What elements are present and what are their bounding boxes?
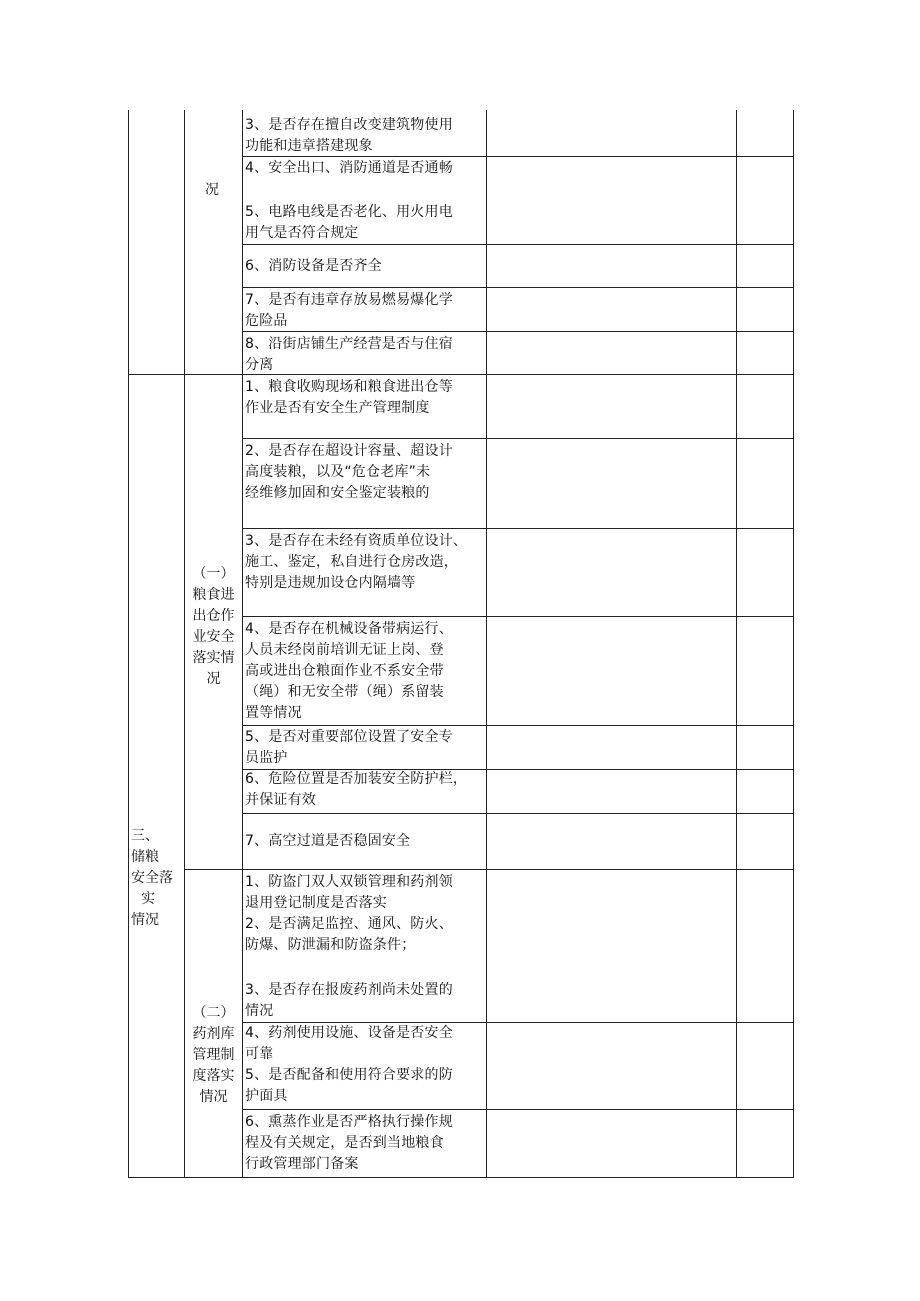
check-item-8a bbox=[245, 334, 453, 376]
table-border-right bbox=[793, 110, 794, 1178]
item-line: 5、电路电线是否老化、用火用电 bbox=[245, 204, 453, 220]
item-line: 特别是违规加设仓内隔墙等 bbox=[245, 575, 416, 591]
item-line: 4、安全出口、消防通道是否通畅 bbox=[245, 160, 453, 176]
check-item-4a bbox=[245, 158, 453, 179]
item-line: 1、防盗门双人双锁管理和药剂领 bbox=[245, 874, 453, 890]
group-two-label bbox=[185, 1003, 242, 1108]
check-item-g1-4 bbox=[245, 619, 453, 724]
item-line: 5、是否对重要部位设置了安全专 bbox=[245, 729, 453, 745]
item-line: 作业是否有安全生产管理制度 bbox=[245, 400, 430, 416]
check-item-g2-1 bbox=[245, 872, 453, 914]
item-line: 分离 bbox=[245, 357, 274, 373]
item-line: 护面具 bbox=[245, 1088, 288, 1104]
row-divider bbox=[242, 1109, 794, 1110]
check-item-g2-6 bbox=[245, 1112, 453, 1175]
item-line: 1、粮食收购现场和粮食进出仓等 bbox=[245, 379, 453, 395]
item-line: 程及有关规定，是否到当地粮食 bbox=[245, 1135, 444, 1151]
item-line: 3、是否存在擅自改变建筑物使用 bbox=[245, 117, 453, 133]
item-line: 8、沿街店铺生产经营是否与住宿 bbox=[245, 336, 453, 352]
item-line: 3、是否存在未经有资质单位设计、 bbox=[245, 533, 468, 549]
row-divider bbox=[242, 813, 794, 814]
item-line: 7、高空过道是否稳固安全 bbox=[245, 833, 411, 849]
item-line: 行政管理部门备案 bbox=[245, 1156, 359, 1172]
check-item-g1-2 bbox=[245, 441, 453, 504]
item-line: 退用登记制度是否落实 bbox=[245, 895, 387, 911]
item-line: 6、危险位置是否加装安全防护栏， bbox=[245, 771, 468, 787]
section-three-line: 安全落 bbox=[131, 870, 173, 886]
item-line: 可靠 bbox=[245, 1046, 274, 1062]
item-line: 7、是否有违章存放易燃易爆化学 bbox=[245, 292, 453, 308]
check-item-g2-3 bbox=[245, 980, 453, 1022]
item-line: 2、是否存在超设计容量、超设计 bbox=[245, 443, 453, 459]
check-item-6a bbox=[245, 256, 382, 277]
item-line: 4、是否存在机械设备带病运行、 bbox=[245, 621, 453, 637]
item-line: 6、熏蒸作业是否严格执行操作规 bbox=[245, 1114, 453, 1130]
check-item-g1-6 bbox=[245, 769, 467, 811]
group-one-line: 出仓作 bbox=[192, 608, 235, 624]
row-divider bbox=[242, 244, 794, 245]
section-three-line: 实 bbox=[141, 891, 155, 907]
check-item-g1-3 bbox=[245, 531, 467, 594]
check-item-g1-1 bbox=[245, 377, 453, 419]
item-line: 用气是否符合规定 bbox=[245, 225, 359, 241]
row-divider bbox=[242, 438, 794, 439]
group-two-line: （二） bbox=[192, 1005, 235, 1021]
table-border-left bbox=[128, 110, 129, 1178]
group-one-line: 况 bbox=[206, 671, 221, 687]
item-line: 经维修加固和安全鉴定装粮的 bbox=[245, 485, 430, 501]
group-two-line: 药剂库 bbox=[192, 1026, 235, 1042]
check-item-g2-4 bbox=[245, 1023, 453, 1065]
row-divider bbox=[242, 287, 794, 288]
group-two-line: 情况 bbox=[199, 1089, 228, 1105]
item-line: 6、消防设备是否齐全 bbox=[245, 258, 382, 274]
check-item-g2-5 bbox=[245, 1065, 453, 1107]
item-line: 并保证有效 bbox=[245, 792, 316, 808]
section-tail-text: 况 bbox=[205, 182, 219, 198]
item-line: 防爆、防泄漏和防盗条件； bbox=[245, 937, 416, 953]
item-line: 员监护 bbox=[245, 750, 288, 766]
item-line: 3、是否存在报废药剂尚未处置的 bbox=[245, 982, 453, 998]
section-three-line: 情况 bbox=[131, 912, 159, 928]
item-line: 功能和违章搭建现象 bbox=[245, 138, 373, 154]
group-one-line: （一） bbox=[192, 566, 235, 582]
section-three-label bbox=[131, 826, 185, 931]
column-divider-4 bbox=[736, 110, 737, 1178]
check-item-g1-7 bbox=[245, 831, 410, 852]
section-three-line: 三、 bbox=[131, 828, 159, 844]
item-line: 2、是否满足监控、通风、防火、 bbox=[245, 916, 453, 932]
group-one-line: 落实情 bbox=[192, 650, 235, 666]
item-line: 5、是否配备和使用符合要求的防 bbox=[245, 1067, 453, 1083]
item-line: 置等情况 bbox=[245, 705, 302, 721]
item-line: 高度装粮，以及“危仓老库”未 bbox=[245, 464, 431, 480]
group-one-label bbox=[185, 564, 242, 690]
check-item-g1-5 bbox=[245, 727, 453, 769]
item-line: 4、药剂使用设施、设备是否安全 bbox=[245, 1025, 453, 1041]
check-item-3a bbox=[245, 115, 453, 157]
item-line: 危险品 bbox=[245, 313, 288, 329]
group-one-line: 业安全 bbox=[192, 629, 235, 645]
column-divider-2 bbox=[242, 110, 243, 1178]
check-item-g2-2 bbox=[245, 914, 453, 956]
group-divider bbox=[184, 869, 794, 870]
section-divider bbox=[128, 374, 794, 375]
row-divider bbox=[242, 528, 794, 529]
group-one-line: 粮食进 bbox=[192, 587, 235, 603]
item-line: 人员未经岗前培训无证上岗、登 bbox=[245, 642, 444, 658]
item-line: 高或进出仓粮面作业不系安全带 bbox=[245, 663, 444, 679]
check-item-5a bbox=[245, 202, 453, 244]
item-line: 施工、鉴定，私自进行仓房改造， bbox=[245, 554, 458, 570]
table-border-bottom bbox=[128, 1177, 794, 1178]
section-three-line: 储粮 bbox=[131, 849, 159, 865]
group-two-line: 管理制 bbox=[192, 1047, 235, 1063]
column-divider-3 bbox=[486, 110, 487, 1178]
row-divider bbox=[242, 725, 794, 726]
row-divider bbox=[242, 616, 794, 617]
check-item-7a bbox=[245, 290, 453, 332]
group-two-line: 度落实 bbox=[192, 1068, 235, 1084]
item-line: 情况 bbox=[245, 1003, 274, 1019]
section-tail-label bbox=[205, 180, 219, 201]
item-line: （绳）和无安全带（绳）系留装 bbox=[245, 684, 444, 700]
